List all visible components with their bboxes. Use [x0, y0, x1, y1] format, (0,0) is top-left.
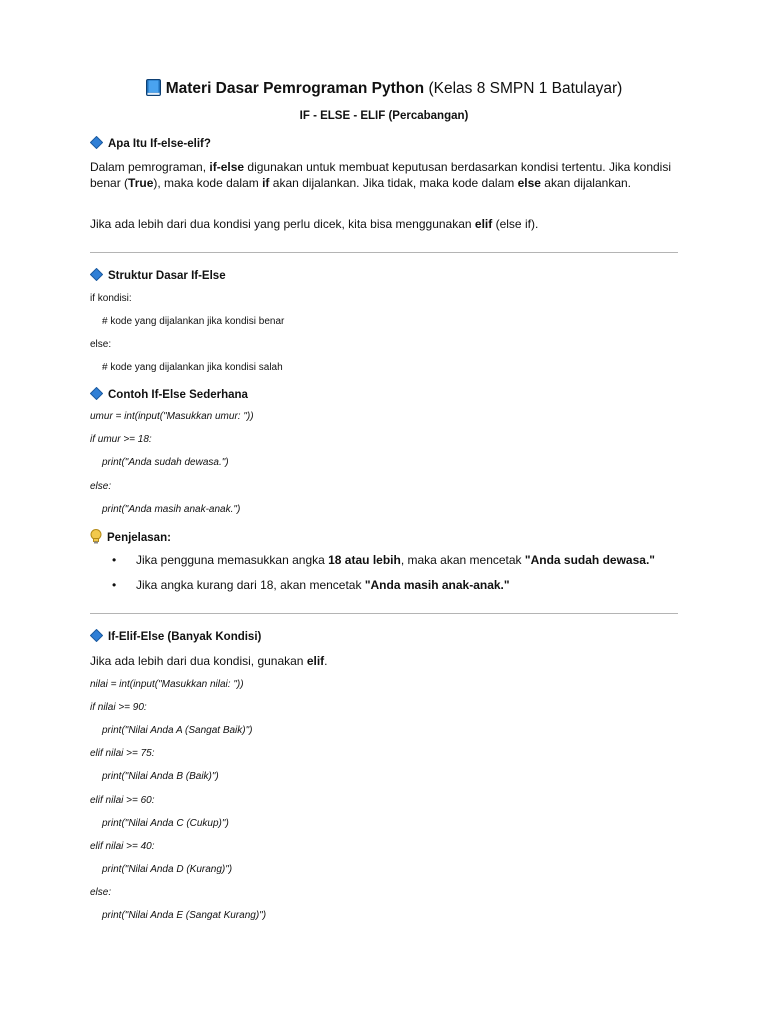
blue-book-icon — [146, 79, 161, 96]
divider — [90, 613, 678, 614]
code-line: print("Anda sudah dewasa.") — [102, 457, 229, 468]
page-title — [0, 79, 768, 98]
section-heading-contoh — [90, 387, 248, 401]
page-subtitle: IF - ELSE - ELIF (Percabangan) — [299, 110, 469, 122]
code-line: print("Nilai Anda E (Sangat Kurang)") — [102, 910, 267, 921]
code-line: elif nilai >= 75: — [90, 748, 155, 759]
blue-diamond-icon — [90, 629, 103, 642]
list-item: Jika angka kurang dari 18, akan mencetak "Anda masih anak-anak." — [136, 578, 510, 592]
list-item: Jika pengguna memasukkan angka 18 atau lebih, maka akan mencetak "Anda sudah dewasa." — [136, 553, 655, 567]
section-heading-apa-itu — [90, 136, 211, 150]
section-heading-if-elif-else — [90, 629, 261, 643]
explanation-heading-text: Penjelasan: — [107, 532, 171, 544]
code-line: else: — [90, 339, 112, 350]
bullet-dot: • — [112, 553, 117, 567]
section-heading-text: If-Elif-Else (Banyak Kondisi) — [108, 631, 262, 643]
explanation-heading — [90, 529, 171, 544]
blue-diamond-icon — [90, 387, 103, 400]
code-line: # kode yang dijalankan jika kondisi salah — [102, 362, 283, 373]
paragraph-elif-intro: Jika ada lebih dari dua kondisi, gunakan elif. — [90, 654, 328, 668]
paragraph-elif: Jika ada lebih dari dua kondisi yang perlu dicek, kita bisa menggunakan elif (else if). — [90, 217, 539, 231]
code-line: print("Anda masih anak-anak.") — [102, 504, 241, 515]
code-line: umur = int(input("Masukkan umur: ")) — [90, 411, 254, 422]
paragraph-if-else: Dalam pemrograman, if-else digunakan untuk membuat keputusan berdasarkan kondisi tertentu. Jika kondisi benar (True), maka kode dalam if akan dijalankan. Jika tidak, maka kode dalam else akan dijalankan. — [90, 160, 672, 190]
bullet-dot: • — [112, 578, 117, 592]
blue-diamond-icon — [90, 136, 103, 149]
code-line: # kode yang dijalankan jika kondisi benar — [102, 316, 285, 327]
code-line: elif nilai >= 60: — [90, 795, 155, 806]
code-line: if nilai >= 90: — [90, 702, 147, 713]
blue-diamond-icon — [90, 268, 103, 281]
divider — [90, 252, 678, 253]
code-line: print("Nilai Anda D (Kurang)") — [102, 864, 233, 875]
section-heading-struktur — [90, 268, 226, 282]
code-line: print("Nilai Anda A (Sangat Baik)") — [102, 725, 253, 736]
section-heading-text: Struktur Dasar If-Else — [108, 270, 226, 282]
code-line: if umur >= 18: — [90, 434, 152, 445]
code-line: print("Nilai Anda B (Baik)") — [102, 771, 219, 782]
code-line: elif nilai >= 40: — [90, 841, 155, 852]
code-line: nilai = int(input("Masukkan nilai: ")) — [90, 679, 244, 690]
lightbulb-icon — [90, 529, 102, 544]
code-line: else: — [90, 887, 112, 898]
section-heading-text: Apa Itu If-else-elif? — [108, 138, 211, 150]
code-line: if kondisi: — [90, 293, 132, 304]
title-bold: Materi Dasar Pemrograman Python — [165, 80, 425, 97]
title-rest: (Kelas 8 SMPN 1 Batulayar) — [424, 80, 623, 97]
section-heading-text: Contoh If-Else Sederhana — [108, 389, 248, 401]
code-line: print("Nilai Anda C (Cukup)") — [102, 818, 229, 829]
code-line: else: — [90, 481, 112, 492]
